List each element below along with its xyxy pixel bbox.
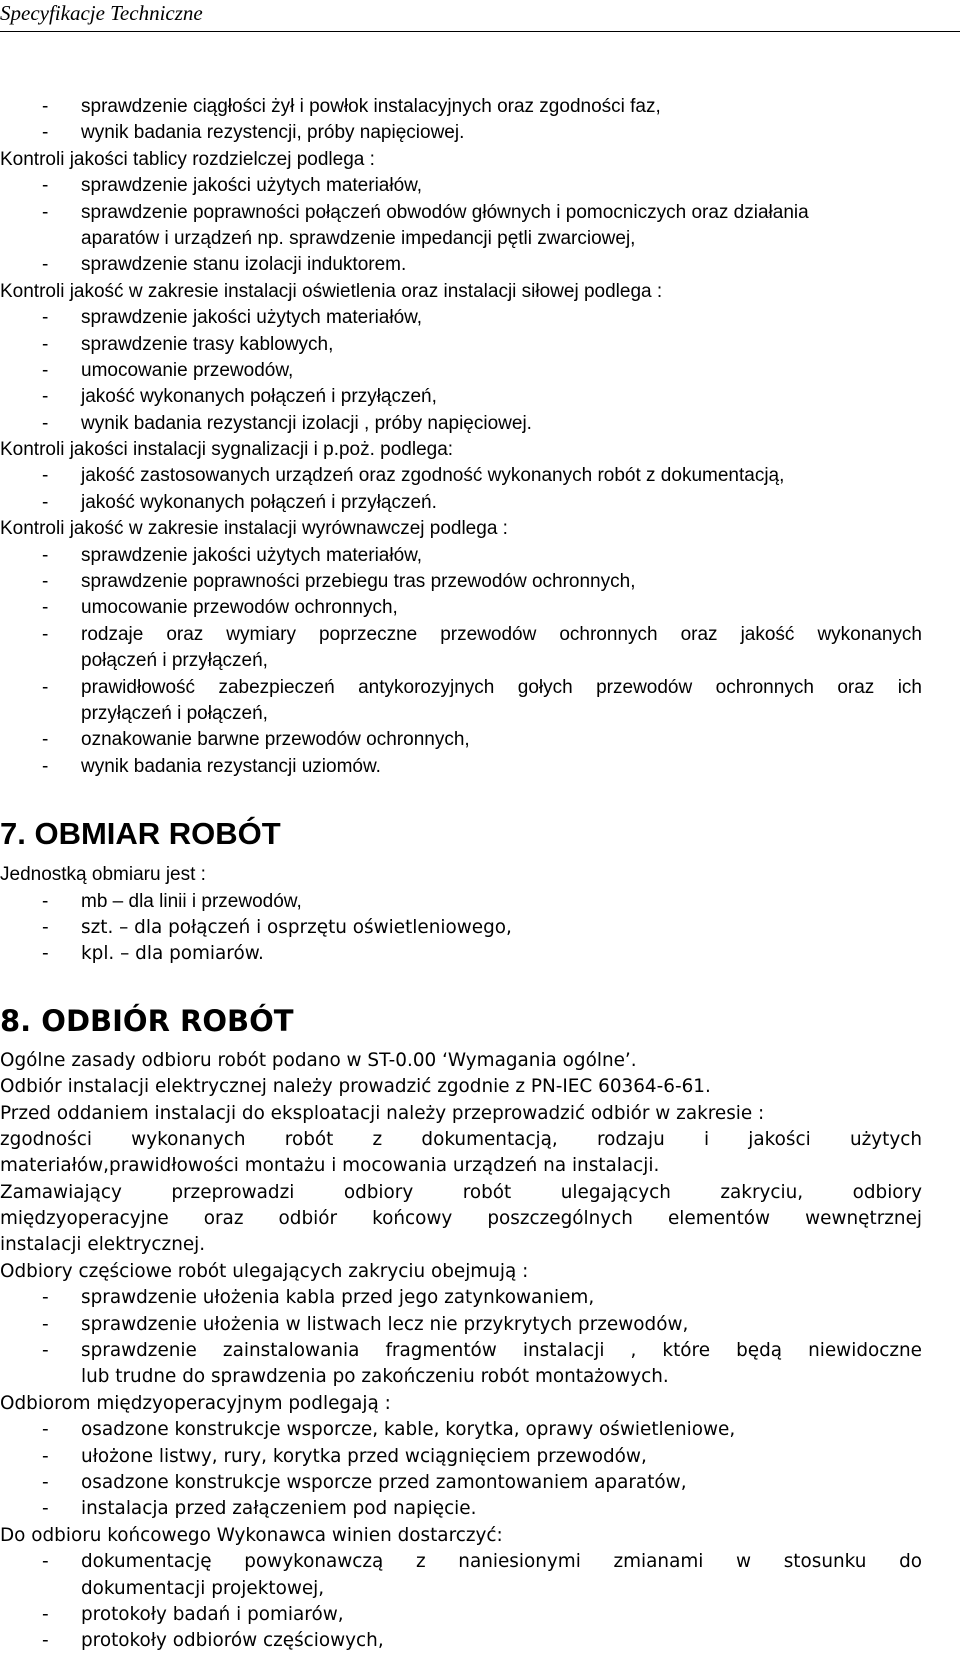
bullet-dash: -: [42, 175, 49, 197]
list-item: [0, 1628, 960, 1654]
bullet-dash: -: [42, 307, 49, 329]
list-item: [0, 384, 960, 410]
section-heading-text: 7. OBMIAR ROBÓT: [0, 816, 281, 852]
list-item: [0, 94, 960, 120]
paragraph-line: [0, 1232, 960, 1258]
list-item-continuation: [0, 701, 960, 727]
bullet-dash: -: [42, 386, 49, 408]
list-item-text: oznakowanie barwne przewodów ochronnych,: [81, 729, 470, 751]
line-text: Ogólne zasady odbioru robót podano w ST-0.00 ‘Wymagania ogólne’.: [0, 1049, 637, 1071]
bullet-dash: -: [42, 1630, 49, 1652]
list-item: [0, 622, 960, 648]
bullet-dash: -: [42, 571, 49, 593]
list-item-text: osadzone konstrukcje wsporcze, kable, korytka, oprawy oświetleniowe,: [81, 1419, 736, 1441]
list-item-text: wynik badania rezystancji uziomów.: [81, 755, 381, 777]
bullet-dash: -: [42, 1445, 49, 1467]
list-item-text: jakość wykonanych połączeń i przyłączeń.: [81, 491, 437, 513]
list-item: [0, 1444, 960, 1470]
list-item: [0, 1496, 960, 1522]
paragraph-line: [0, 1101, 960, 1127]
section-heading-text: 8. ODBIÓR ROBÓT: [0, 1003, 294, 1038]
line-text: połączeń i przyłączeń,: [81, 650, 268, 672]
line-text: zgodności wykonanych robót z dokumentacją, rodzaju i jakości użytych: [0, 1128, 922, 1150]
bullet-dash: -: [42, 122, 49, 144]
list-item: [0, 569, 960, 595]
header-rule: [0, 31, 960, 32]
paragraph-line: [0, 1127, 960, 1153]
line-text: dokumentacji projektowej,: [81, 1577, 325, 1599]
list-item: [0, 252, 960, 278]
list-item-text: sprawdzenie ułożenia kabla przed jego zatynkowaniem,: [81, 1287, 595, 1309]
list-item-text: jakość zastosowanych urządzeń oraz zgodność wykonanych robót z dokumentacją,: [81, 465, 785, 487]
list-item-text: sprawdzenie ułożenia w listwach lecz nie przykrytych przewodów,: [81, 1313, 689, 1335]
list-item-continuation: [0, 226, 960, 252]
list-item-text: sprawdzenie poprawności przebiegu tras przewodów ochronnych,: [81, 571, 636, 593]
list-item: [0, 1470, 960, 1496]
list-item-text: sprawdzenie jakości użytych materiałów,: [81, 175, 423, 197]
list-item: [0, 332, 960, 358]
line-text: instalacji elektrycznej.: [0, 1234, 206, 1256]
list-item: [0, 120, 960, 146]
list-item-text: jakość wykonanych połączeń i przyłączeń,: [81, 386, 437, 408]
line-text: Kontroli jakości tablicy rozdzielczej podlega :: [0, 148, 375, 170]
list-item-text: szt. – dla połączeń i osprzętu oświetleniowego,: [81, 916, 512, 938]
bullet-dash: -: [42, 755, 49, 777]
bullet-dash: -: [42, 201, 49, 223]
list-item-text: protokoły badań i pomiarów,: [81, 1603, 344, 1625]
list-item-text: prawidłowość zabezpieczeń antykorozyjnych gołych przewodów ochronnych oraz ich: [81, 676, 922, 698]
list-item: [0, 727, 960, 753]
section-heading: [0, 806, 960, 862]
line-text: Odbiory częściowe robót ulegających zakryciu obejmują :: [0, 1260, 529, 1282]
document-body: [0, 94, 960, 1655]
spacer: [0, 968, 960, 994]
bullet-dash: -: [42, 1603, 49, 1625]
bullet-dash: -: [42, 676, 49, 698]
list-item-text: sprawdzenie jakości użytych materiałów,: [81, 544, 423, 566]
list-item-continuation: [0, 1364, 960, 1390]
paragraph-line: [0, 437, 960, 463]
line-text: Odbiór instalacji elektrycznej należy prowadzić zgodnie z PN-IEC 60364-6-61.: [0, 1076, 711, 1098]
line-text: Kontroli jakości instalacji sygnalizacji i p.poż. podlega:: [0, 439, 454, 461]
line-text: aparatów i urządzeń np. sprawdzenie impedancji pętli zwarciowej,: [81, 227, 636, 249]
list-item-text: wynik badania rezystencji, próby napięciowej.: [81, 122, 465, 144]
bullet-dash: -: [42, 597, 49, 619]
paragraph-line: [0, 1259, 960, 1285]
list-item-text: ułożone listwy, rury, korytka przed wciągnięciem przewodów,: [81, 1445, 647, 1467]
list-item: [0, 1285, 960, 1311]
list-item: [0, 595, 960, 621]
line-text: materiałów,prawidłowości montażu i mocowania urządzeń na instalacji.: [0, 1155, 660, 1177]
spacer: [0, 780, 960, 806]
section-heading: [0, 994, 960, 1048]
line-text: Do odbioru końcowego Wykonawca winien dostarczyć:: [0, 1524, 503, 1546]
list-item-text: sprawdzenie jakości użytych materiałów,: [81, 307, 423, 329]
bullet-dash: -: [42, 1313, 49, 1335]
line-text: przyłączeń i połączeń,: [81, 702, 268, 724]
list-item-text: wynik badania rezystancji izolacji , próby napięciowej.: [81, 412, 532, 434]
bullet-dash: -: [42, 943, 49, 965]
list-item: [0, 1417, 960, 1443]
line-text: Kontroli jakość w zakresie instalacji wyrównawczej podlega :: [0, 518, 508, 540]
bullet-dash: -: [42, 412, 49, 434]
list-item-text: rodzaje oraz wymiary poprzeczne przewodów ochronnych oraz jakość wykonanych: [81, 623, 922, 645]
bullet-dash: -: [42, 1498, 49, 1520]
list-item: [0, 411, 960, 437]
line-text: Przed oddaniem instalacji do eksploatacji należy przeprowadzić odbiór w zakresie :: [0, 1102, 765, 1124]
list-item: [0, 200, 960, 226]
bullet-dash: -: [42, 491, 49, 513]
list-item: [0, 889, 960, 915]
bullet-dash: -: [42, 1340, 49, 1362]
bullet-dash: -: [42, 254, 49, 276]
bullet-dash: -: [42, 333, 49, 355]
list-item: [0, 1338, 960, 1364]
list-item: [0, 463, 960, 489]
list-item: [0, 543, 960, 569]
paragraph-line: [0, 1074, 960, 1100]
bullet-dash: -: [42, 1551, 49, 1573]
list-item-text: sprawdzenie trasy kablowych,: [81, 333, 334, 355]
list-item-continuation: [0, 648, 960, 674]
bullet-dash: -: [42, 623, 49, 645]
list-item-text: sprawdzenie poprawności połączeń obwodów głównych i pomocniczych oraz działania: [81, 201, 809, 223]
list-item-text: umocowanie przewodów,: [81, 359, 294, 381]
list-item: [0, 754, 960, 780]
bullet-dash: -: [42, 890, 49, 912]
paragraph-line: [0, 1206, 960, 1232]
list-item: [0, 1602, 960, 1628]
paragraph-line: [0, 1523, 960, 1549]
list-item-text: osadzone konstrukcje wsporcze przed zamontowaniem aparatów,: [81, 1471, 687, 1493]
list-item: [0, 305, 960, 331]
bullet-dash: -: [42, 729, 49, 751]
paragraph-line: [0, 279, 960, 305]
bullet-dash: -: [42, 1287, 49, 1309]
bullet-dash: -: [42, 465, 49, 487]
line-text: Odbiorom międzyoperacyjnym podlegają :: [0, 1392, 391, 1414]
list-item-text: sprawdzenie ciągłości żył i powłok instalacyjnych oraz zgodności faz,: [81, 96, 661, 117]
list-item-text: instalacja przed załączeniem pod napięcie.: [81, 1498, 477, 1520]
paragraph-line: [0, 516, 960, 542]
paragraph-line: [0, 862, 960, 888]
list-item: [0, 490, 960, 516]
bullet-dash: -: [42, 1419, 49, 1441]
line-text: Jednostką obmiaru jest :: [0, 864, 206, 886]
list-item: [0, 358, 960, 384]
list-item-continuation: [0, 1576, 960, 1602]
line-text: Zamawiający przeprowadzi odbiory robót ulegających zakryciu, odbiory: [0, 1181, 922, 1203]
line-text: lub trudne do sprawdzenia po zakończeniu robót montażowych.: [81, 1366, 669, 1388]
paragraph-line: [0, 1048, 960, 1074]
paragraph-line: [0, 1153, 960, 1179]
list-item: [0, 941, 960, 967]
list-item: [0, 173, 960, 199]
paragraph-line: [0, 1391, 960, 1417]
bullet-dash: -: [42, 1471, 49, 1493]
paragraph-line: [0, 147, 960, 173]
line-text: Kontroli jakość w zakresie instalacji oświetlenia oraz instalacji siłowej podlega :: [0, 280, 663, 302]
list-item-text: sprawdzenie stanu izolacji induktorem.: [81, 254, 407, 276]
list-item: [0, 1549, 960, 1575]
bullet-dash: -: [42, 916, 49, 938]
line-text: międzyoperacyjne oraz odbiór końcowy poszczególnych elementów wewnętrznej: [0, 1208, 922, 1230]
list-item-text: protokoły odbiorów częściowych,: [81, 1630, 384, 1652]
list-item-text: dokumentację powykonawczą z naniesionymi zmianami w stosunku do: [81, 1551, 922, 1573]
page-header: Specyfikacje Techniczne: [0, 1, 203, 25]
bullet-dash: -: [42, 96, 49, 117]
list-item-text: mb – dla linii i przewodów,: [81, 890, 302, 912]
bullet-dash: -: [42, 359, 49, 381]
list-item: [0, 675, 960, 701]
list-item: [0, 1312, 960, 1338]
list-item-text: sprawdzenie zainstalowania fragmentów instalacji , które będą niewidoczne: [81, 1340, 922, 1362]
paragraph-line: [0, 1180, 960, 1206]
list-item-text: kpl. – dla pomiarów.: [81, 943, 264, 965]
list-item-text: umocowanie przewodów ochronnych,: [81, 597, 398, 619]
bullet-dash: -: [42, 544, 49, 566]
list-item: [0, 915, 960, 941]
